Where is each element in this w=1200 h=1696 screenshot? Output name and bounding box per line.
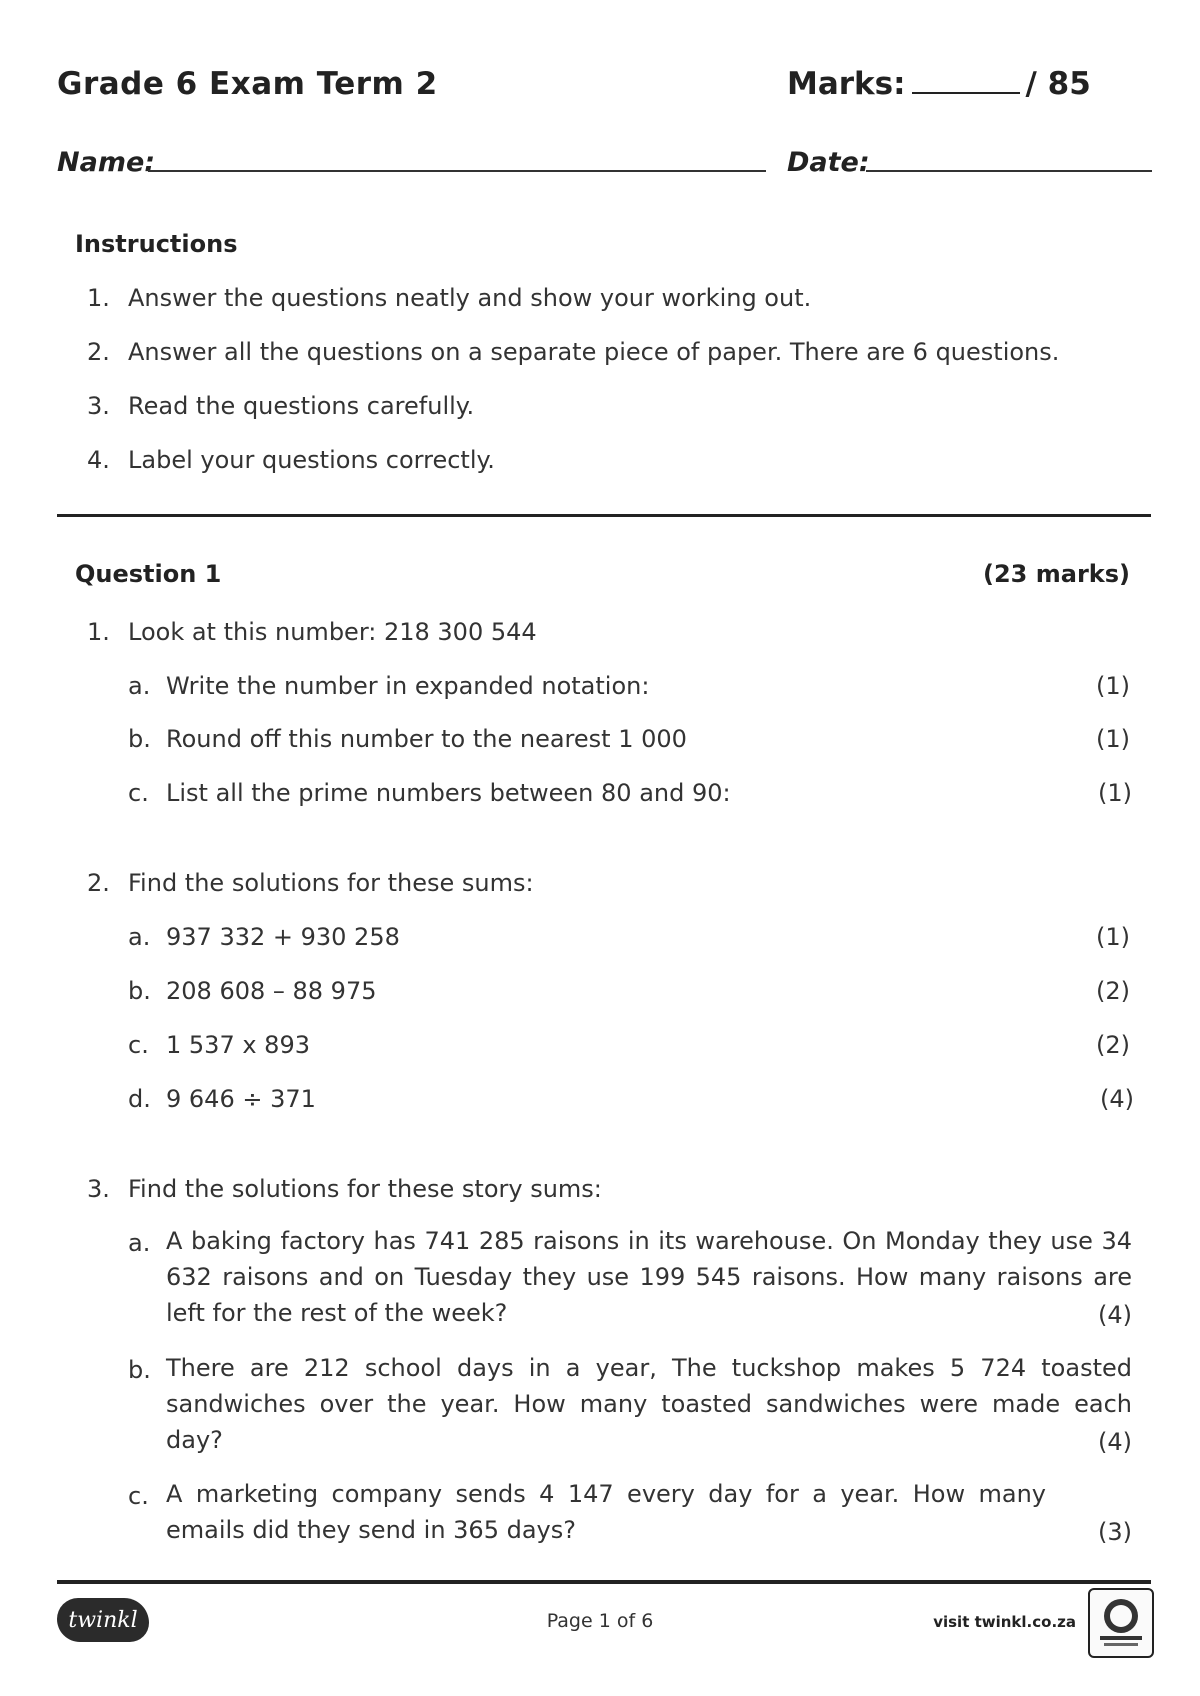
sub-question-mark: (2) <box>1096 977 1130 1005</box>
page-title: Grade 6 Exam Term 2 <box>57 66 438 102</box>
sub-question-mark: (4) <box>1098 1428 1132 1456</box>
question-number: 1. <box>87 618 110 646</box>
sub-question-letter: c. <box>128 1482 149 1510</box>
instruction-number: 1. <box>87 284 110 312</box>
sub-question-text: List all the prime numbers between 80 and 90: <box>166 779 731 807</box>
sub-question-mark: (4) <box>1100 1085 1134 1113</box>
quality-badge-icon <box>1088 1588 1154 1658</box>
sub-question-mark: (1) <box>1096 725 1130 753</box>
sub-question-letter: a. <box>128 672 151 700</box>
marks-field <box>787 66 1091 102</box>
marks-total: / 85 <box>1025 66 1091 102</box>
website-link[interactable]: visit twinkl.co.za <box>933 1613 1076 1631</box>
quality-badge-graphic <box>1094 1594 1148 1652</box>
sub-question-text: 9 646 ÷ 371 <box>166 1085 316 1113</box>
sub-question-letter: c. <box>128 779 149 807</box>
instruction-item: Answer the questions neatly and show your working out. <box>128 284 812 312</box>
sub-question-text: 937 332 + 930 258 <box>166 923 400 951</box>
sub-question-text: 208 608 – 88 975 <box>166 977 377 1005</box>
marks-label: Marks: <box>787 66 906 102</box>
question-heading: Question 1 <box>75 560 222 588</box>
instruction-item: Answer all the questions on a separate piece of paper. There are 6 questions. <box>128 338 1060 366</box>
question-text: Look at this number: 218 300 544 <box>128 618 537 646</box>
instruction-item: Label your questions correctly. <box>128 446 495 474</box>
sub-question-letter: d. <box>128 1085 151 1113</box>
question-marks: (23 marks) <box>983 560 1130 588</box>
footer-divider <box>57 1580 1151 1584</box>
sub-question-mark: (1) <box>1098 779 1132 807</box>
twinkl-logo <box>57 1598 149 1642</box>
sub-question-letter: c. <box>128 1031 149 1059</box>
date-field[interactable] <box>866 170 1152 172</box>
name-field[interactable] <box>148 170 766 172</box>
sub-question-text: Write the number in expanded notation: <box>166 672 650 700</box>
date-label: Date: <box>787 147 870 178</box>
sub-question-mark: (4) <box>1098 1301 1132 1329</box>
sub-question-mark: (1) <box>1096 923 1130 951</box>
instruction-number: 3. <box>87 392 110 420</box>
sub-question-letter: a. <box>128 923 151 951</box>
sub-question-letter: a. <box>128 1229 151 1257</box>
sub-question-body: There are 212 school days in a year, The tuckshop makes 5 724 toasted sandwiches over the year. How many toasted sandwiches were made each day? <box>166 1354 1132 1454</box>
question-text: Find the solutions for these story sums: <box>128 1175 602 1203</box>
instruction-number: 2. <box>87 338 110 366</box>
name-label: Name: <box>57 147 156 178</box>
sub-question-mark: (2) <box>1096 1031 1130 1059</box>
marks-blank[interactable] <box>912 66 1020 94</box>
sub-question-letter: b. <box>128 977 151 1005</box>
sub-question-text <box>166 1350 1132 1458</box>
section-divider <box>57 514 1151 517</box>
sub-question-mark: (1) <box>1096 672 1130 700</box>
sub-question-text: Round off this number to the nearest 1 000 <box>166 725 687 753</box>
sub-question-text <box>166 1476 1046 1548</box>
question-number: 2. <box>87 869 110 897</box>
question-text: Find the solutions for these sums: <box>128 869 534 897</box>
question-number: 3. <box>87 1175 110 1203</box>
logo-text: twinkl <box>68 1607 138 1633</box>
sub-question-letter: b. <box>128 725 151 753</box>
sub-question-text: 1 537 x 893 <box>166 1031 310 1059</box>
sub-question-body: A baking factory has 741 285 raisons in its warehouse. On Monday they use 34 632 raisons and on Tuesday they use 199 545 raisons. How many raisons are left for the rest of the week? <box>166 1227 1132 1327</box>
sub-question-mark: (3) <box>1098 1518 1132 1546</box>
instruction-item: Read the questions carefully. <box>128 392 475 420</box>
sub-question-body: A marketing company sends 4 147 every day for a year. How many emails did they send in 365 days? <box>166 1480 1046 1544</box>
sub-question-text <box>166 1223 1132 1331</box>
instructions-heading: Instructions <box>75 230 238 258</box>
instruction-number: 4. <box>87 446 110 474</box>
page-number: Page 1 of 6 <box>546 1610 654 1632</box>
sub-question-letter: b. <box>128 1356 151 1384</box>
